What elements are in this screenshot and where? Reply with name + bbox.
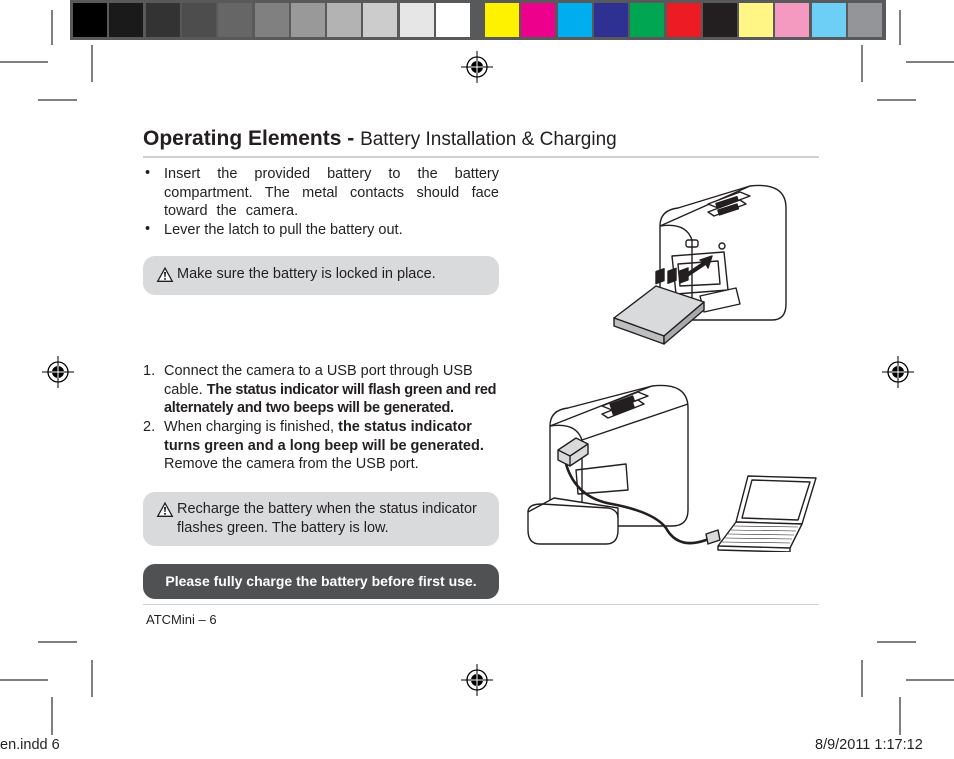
warning-icon [156, 501, 174, 518]
step-2-text: When charging is finished, [164, 419, 335, 435]
step-1-text: Connect the camera to a USB port through USB cable. [164, 363, 473, 398]
registration-mark-icon [882, 356, 914, 388]
bullet-marker: • [145, 165, 151, 181]
registration-mark-icon [461, 51, 493, 83]
footer-page-label: ATCMini – 6 [146, 612, 217, 627]
bullet-insert-battery: Insert the provided battery to the battery compartment. The metal contacts should face toward the camera. [164, 166, 499, 219]
registration-mark-icon [461, 664, 493, 696]
recharge-note [143, 492, 499, 546]
title-rule [143, 156, 819, 158]
step-1-bold: The status indicator will flash green and red alternately and two beeps will be generated. [164, 381, 497, 416]
title-main: Operating Elements - [143, 127, 355, 150]
step-2-tail: Remove the camera from the USB port. [164, 456, 419, 472]
page-title [143, 127, 617, 151]
warning-icon [156, 266, 174, 283]
camera-illustration [600, 178, 810, 346]
step-charging-finished [164, 418, 499, 474]
bullet-lever-latch: Lever the latch to pull the battery out. [164, 222, 403, 238]
step-connect-usb [164, 362, 499, 418]
step-number: 2. [143, 419, 156, 435]
bullet-marker: • [145, 221, 151, 237]
laptop-illustration [522, 380, 818, 552]
title-sub: Battery Installation & Charging [360, 129, 617, 150]
first-use-highlight: Please fully charge the battery before first use. [143, 564, 499, 599]
step-2-bold: the status indicator turns green and a long beep will be generated. [164, 419, 484, 454]
slug-timestamp: 8/9/2011 1:17:12 [815, 737, 923, 753]
registration-mark-icon [42, 356, 74, 388]
slug-file: en.indd 6 [0, 737, 60, 753]
step-number: 1. [143, 363, 156, 379]
battery-note-text: Make sure the battery is locked in place. [177, 266, 436, 282]
footer-rule [143, 604, 819, 605]
battery-note [143, 256, 499, 295]
recharge-note-text: Recharge the battery when the status indicator flashes green. The battery is low. [177, 501, 477, 536]
